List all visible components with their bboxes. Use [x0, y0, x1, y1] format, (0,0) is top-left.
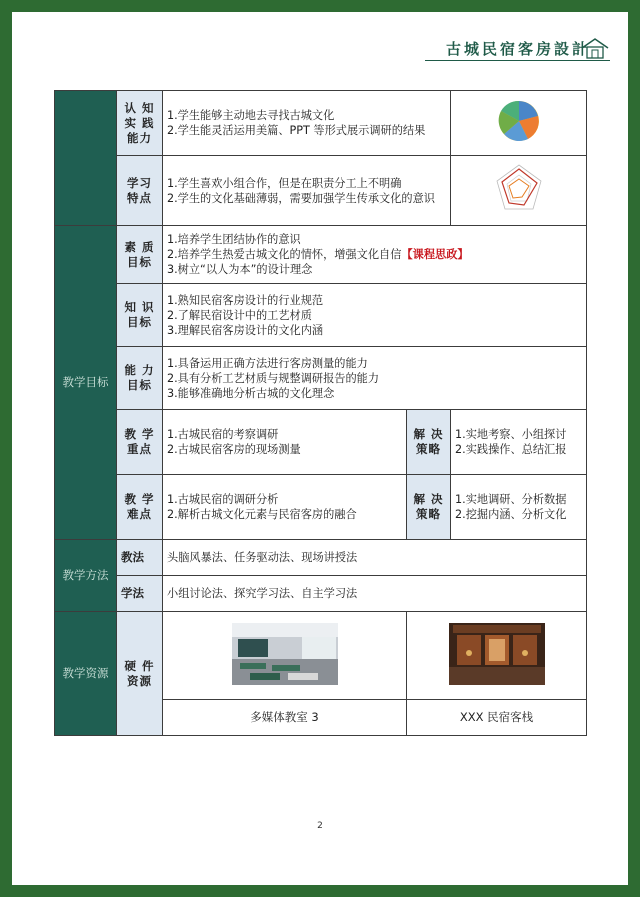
section-teaching-methods: 教学方法 — [55, 540, 117, 612]
label-quality-goal: 素 质 目标 — [117, 226, 163, 284]
pie-chart-icon — [484, 94, 554, 148]
header-divider — [425, 60, 610, 61]
label-difficulty-strategy: 解 决 策略 — [407, 475, 451, 540]
inn-photo — [407, 612, 587, 700]
header-title: 古城民宿客房設計 — [446, 40, 591, 58]
label-difficulties: 教 学 难点 — [117, 475, 163, 540]
page-number: 2 — [317, 821, 323, 831]
learning-traits-content: 1.学生喜欢小组合作，但是在职责分工上不明确 2.学生的文化基础薄弱，需要加强学生传承文化的意识 — [163, 156, 451, 226]
knowledge-goal-content: 1.熟知民宿客房设计的行业规范 2.了解民宿设计中的工艺材质 3.理解民宿客房设计的文化内涵 — [163, 284, 587, 347]
key-strategy-content: 1.实地考察、小组探讨 2.实践操作、总结汇报 — [451, 410, 587, 475]
difficulty-strategy-content: 1.实地调研、分析数据 2.挖掘内涵、分析文化 — [451, 475, 587, 540]
inn-photo-icon — [449, 623, 545, 685]
learning-method-content: 小组讨论法、探究学习法、自主学习法 — [163, 576, 587, 612]
label-teaching-method: 教法 — [117, 540, 163, 576]
pie-chart-figure — [451, 91, 587, 156]
house-icon — [580, 36, 610, 60]
difficulties-content: 1.古城民宿的调研分析 2.解析古城文化元素与民宿客房的融合 — [163, 475, 407, 540]
label-key-points: 教 学 重点 — [117, 410, 163, 475]
classroom-photo — [163, 612, 407, 700]
ideology-highlight: 【课程思政】 — [401, 248, 469, 261]
quality-goal-content: 1.培养学生团结协作的意识 2.培养学生热爱古城文化的情怀，增强文化自信【课程思政】 3.树立“以人为本”的设计理念 — [163, 226, 587, 284]
radar-chart-icon — [469, 159, 569, 219]
key-points-content: 1.古城民宿的考察调研 2.古城民宿客房的现场测量 — [163, 410, 407, 475]
teaching-method-content: 头脑风暴法、任务驱动法、现场讲授法 — [163, 540, 587, 576]
label-hardware-resources: 硬 件 资源 — [117, 612, 163, 736]
label-key-strategy: 解 决 策略 — [407, 410, 451, 475]
section-analysis — [55, 91, 117, 226]
classroom-photo-icon — [232, 623, 338, 685]
lesson-table — [54, 90, 587, 736]
inn-caption: XXX 民宿客栈 — [407, 700, 587, 736]
radar-chart-figure — [451, 156, 587, 226]
cognitive-content: 1.学生能够主动地去寻找古城文化 2.学生能灵活运用美篇、PPT 等形式展示调研的结果 — [163, 91, 451, 156]
ability-goal-content: 1.具备运用正确方法进行客房测量的能力 2.具有分析工艺材质与规整调研报告的能力 3.能够准确地分析古城的文化理念 — [163, 347, 587, 410]
section-teaching-goals: 教学目标 — [55, 226, 117, 540]
classroom-caption: 多媒体教室 3 — [163, 700, 407, 736]
section-teaching-resources: 教学资源 — [55, 612, 117, 736]
label-learning-traits: 学习 特点 — [117, 156, 163, 226]
label-learning-method: 学法 — [117, 576, 163, 612]
label-knowledge-goal: 知 识 目标 — [117, 284, 163, 347]
label-ability-goal: 能 力 目标 — [117, 347, 163, 410]
label-cognitive: 认 知 实 践 能力 — [117, 91, 163, 156]
